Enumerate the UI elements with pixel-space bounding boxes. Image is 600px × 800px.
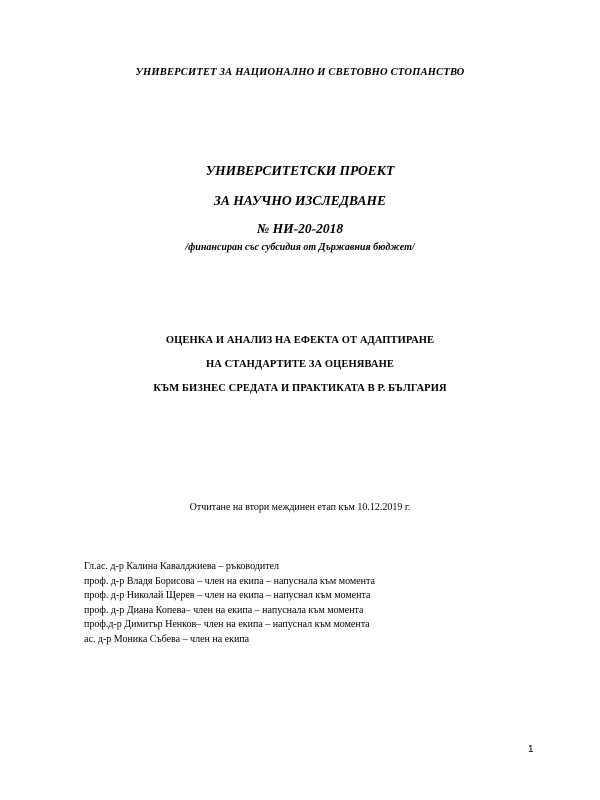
team-member: проф.д-р Димитър Ненков– член на екипа – напуснал към момента [84,619,370,630]
project-title-line-1: УНИВЕРСИТЕТСКИ ПРОЕКТ [205,163,395,178]
topic-title-line-3: КЪМ БИЗНЕС СРЕДАТА И ПРАКТИКАТА В Р. БЪЛГАРИЯ [153,383,447,394]
team-member: проф. д-р Николай Щерев – член на екипа – напуснал към момента [84,590,371,601]
team-members-list [84,560,375,647]
page-number: 1 [528,744,534,755]
team-member: Гл.ас. д-р Калина Кавалджиева – ръководител [84,561,280,572]
topic-title-line-1: ОЦЕНКА И АНАЛИЗ НА ЕФЕКТА ОТ АДАПТИРАНЕ [165,335,435,346]
team-member: проф. д-р Владя Борисова – член на екипа – напуснала към момента [84,575,375,587]
team-member: ас. д-р Моника Събева – член на екипа [84,633,250,645]
report-stage-note: Отчитане на втори междинен етап към 10.12.2019 г. [189,502,411,513]
project-title-line-2: ЗА НАУЧНО ИЗСЛЕДВАНЕ [213,193,387,208]
university-name: УНИВЕРСИТЕТ ЗА НАЦИОНАЛНО И СВЕТОВНО СТОПАНСТВО [135,67,465,78]
team-member: проф. д-р Диана Копева– член на екипа – напуснала към момента [84,604,364,616]
funding-note: /финансиран със субсидия от Държавния бюджет/ [185,242,415,253]
project-number: № НИ-20-2018 [256,221,344,236]
topic-title-line-2: НА СТАНДАРТИТЕ ЗА ОЦЕНЯВАНЕ [206,359,394,370]
